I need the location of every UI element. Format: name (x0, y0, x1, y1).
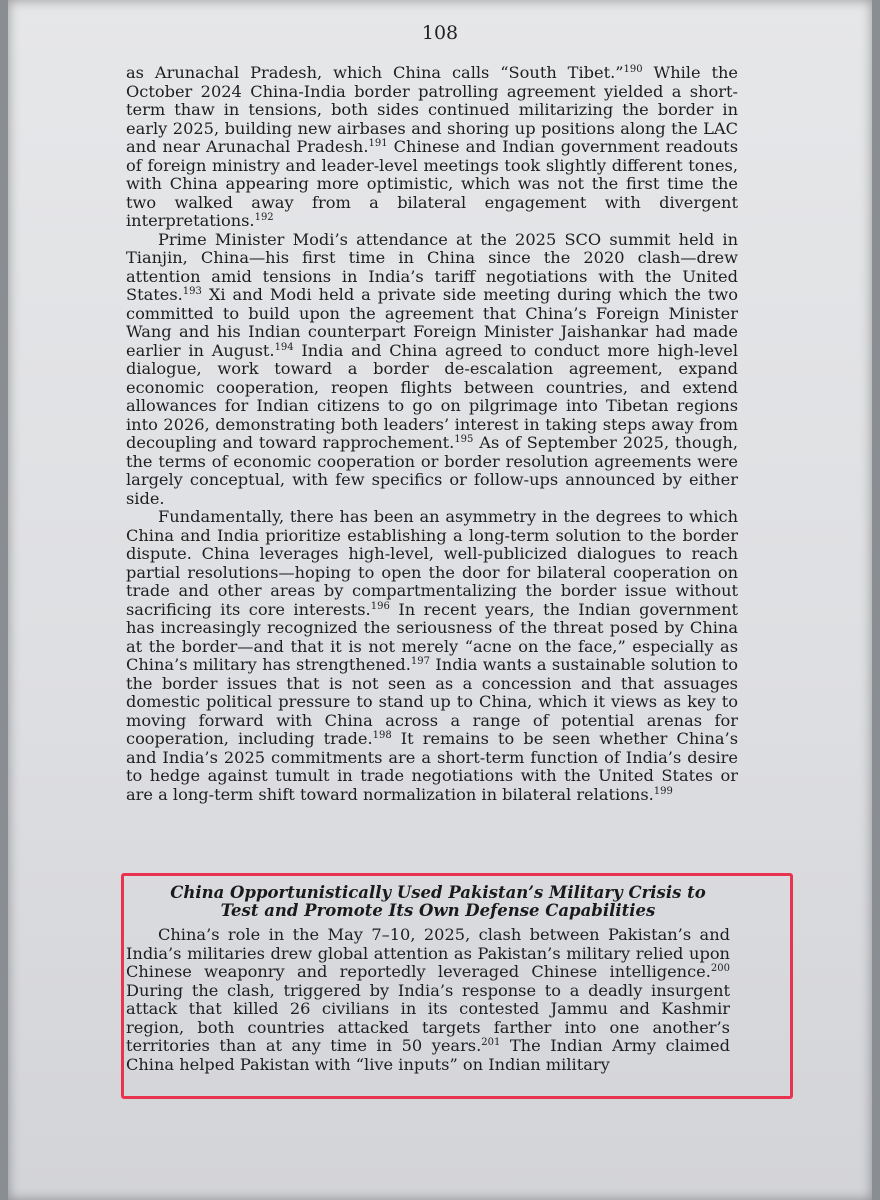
text-run: As of September 2025, though, the terms of economic cooperation or border resolution agreements were largely conceptual, with few specifics or follow-ups announced by either side. (126, 433, 739, 508)
text-run: China’s role in the May 7–10, 2025, clash between Pakistan’s and India’s militaries drew global attention as Pakistan’s military relied upon Chinese weaponry and reportedly leveraged Chinese intelligence. (126, 925, 730, 981)
text-run: India and China agreed to conduct more high-level dialogue, work toward a border de-escalation agreement, expand economic cooperation, reopen flights between countries, and extend allowances for Indian citizens to go on pilgrimage into Tibetan regions into 2026, demonstrating both leaders’ interest in taking steps away from decoupling and toward rapprochement. (126, 340, 738, 452)
section-heading-line: China Opportunistically Used Pakistan’s Military Crisis to (170, 883, 706, 902)
text-run: In recent years, the Indian government has increasingly recognized the seriousness of the threat posed by China at the border—and that it is not merely “acne on the face,” especially as China’s military has strengthened. (126, 599, 738, 674)
section-body (126, 926, 730, 1074)
footnote-ref: 193 (182, 286, 202, 297)
section-heading (148, 884, 728, 920)
footnote-ref: 201 (481, 1037, 501, 1048)
text-run: While the October 2024 China-India border patrolling agreement yielded a short-term thaw in tensions, both sides continued militarizing the border in early 2025, building new airbases and shoring up positions along the LAC and near Arunachal Pradesh. (126, 63, 738, 156)
text-run: Fundamentally, there has been an asymmetry in the degrees to which China and India prioritize establishing a long-term solution to the border dispute. China leverages high-level, well-publicized dialogues to reach partial resolutions—hoping to open the door for bilateral cooperation on trade and other areas by compartmentalizing the border issue without sacrificing its core interests. (126, 507, 738, 619)
footnote-ref: 198 (372, 730, 392, 741)
footnote-ref: 197 (410, 656, 430, 667)
footnote-ref: 190 (623, 64, 643, 75)
text-run: Xi and Modi held a private side meeting during which the two committed to build upon the agreement that China’s Foreign Minister Wang and his Indian counterpart Foreign Minister Jaishankar had made earlier in August. (126, 285, 738, 360)
paragraph (126, 231, 738, 509)
footnote-ref: 200 (710, 963, 730, 974)
text-run: It remains to be seen whether China’s and India’s 2025 commitments are a short-term function of India’s desire to hedge against tumult in trade negotiations with the United States or are a long-term shift toward normalization in bilateral relations. (126, 729, 739, 804)
page-number: 108 (421, 22, 459, 44)
text-run: The Indian Army claimed China helped Pakistan with “live inputs” on Indian military (126, 1036, 730, 1074)
text-run: India wants a sustainable solution to the border issues that is not seen as a concession and that assuages domestic political pressure to stand up to China, which it views as key to moving forward with China across a range of potential arenas for cooperation, including trade. (126, 655, 739, 748)
paragraph (126, 64, 738, 231)
text-run: Prime Minister Modi’s attendance at the 2025 SCO summit held in Tianjin, China—his first time in China since the 2020 clash—drew attention amid tensions in India’s tariff negotiations with the United States. (126, 229, 738, 304)
document-page (8, 0, 872, 1200)
footnote-ref: 194 (274, 341, 294, 353)
section-heading-line: Test and Promote Its Own Defense Capabilities (220, 901, 656, 920)
footnote-ref: 192 (254, 212, 274, 223)
body-text (126, 64, 738, 804)
text-run: as Arunachal Pradesh, which China calls “South Tibet.” (126, 63, 624, 82)
paragraph (126, 508, 738, 804)
text-run: During the clash, triggered by India’s response to a deadly insurgent attack that killed 26 civilians in its contested Jammu and Kashmir region, both countries attacked targets farther into one another’s territories than at any time in 50 years. (126, 980, 730, 1055)
footnote-ref: 199 (653, 785, 673, 797)
footnote-ref: 195 (454, 434, 474, 445)
footnote-ref: 196 (370, 600, 390, 612)
footnote-ref: 191 (368, 138, 388, 149)
section-paragraph (126, 926, 730, 1074)
text-run: Chinese and Indian government readouts of foreign ministry and leader-level meetings took slightly different tones, with China appearing more optimistic, which was not the first time the two walked away from a bilateral engagement with divergent interpretations. (126, 137, 738, 230)
